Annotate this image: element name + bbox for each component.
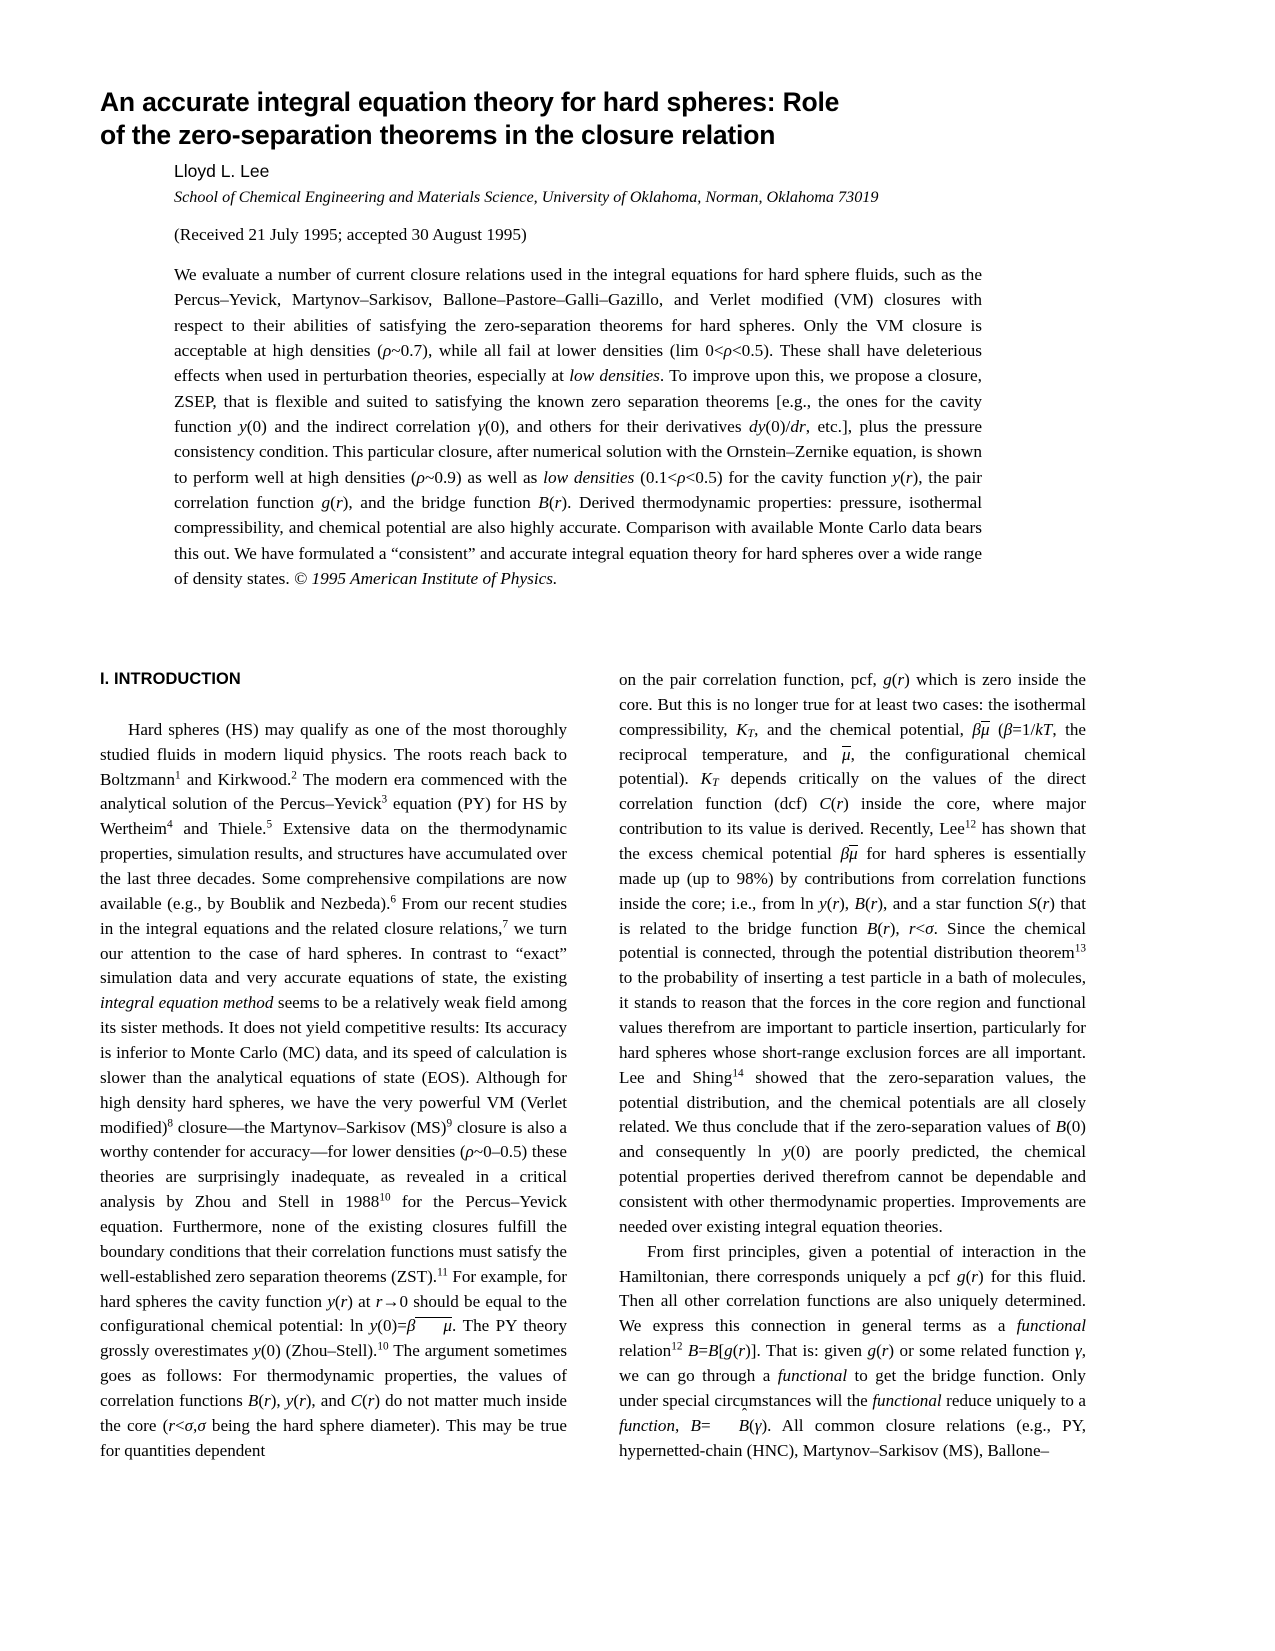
received-accepted-date: (Received 21 July 1995; accepted 30 August 1995) — [174, 225, 527, 244]
column-left — [100, 668, 567, 1464]
abstract-copyright: © 1995 American Institute of Physics. — [294, 568, 558, 588]
right-paragraph-1: on the pair correlation function, pcf, g(r) which is zero inside the core. But this is no longer true for at least two cases: the isothermal compressibility, $K_T$, and the chemical potential, βμ (β=1/kT, the reciprocal temperature, and μ, the configurational chemical potential). $K_T$ depends critically on the values of the direct correlation function (dcf) C(r) inside the core, where major contribution to its value is derived. Recently, Lee$^{12}$ has shown that the excess chemical potential βμ for hard spheres is essentially made up (up to 98%) by contributions from correlation functions inside the core; i.e., from ln y(r), B(r), and a star function S(r) that is related to the bridge function B(r), r<σ. Since the chemical potential is connected, through the potential distribution theorem$^{13}$ to the probability of inserting a test particle in a bath of molecules, it stands to reason that the forces in the core region and functional values therefrom are important to particle insertion, particularly for hard spheres whose short-range exclusion forces are all important. Lee and Shing$^{14}$ showed that the zero-separation values, the potential distribution, and the chemical potentials are all closely related. We thus conclude that if the zero-separation values of B(0) and consequently ln y(0) are poorly predicted, the chemical potential properties derived therefrom cannot be dependable and consistent with other thermodynamic properties. Improvements are needed over existing integral equation theories. — [619, 670, 1087, 1236]
right-paragraph-2: From first principles, given a potential of interaction in the Hamiltonian, there corresponds uniquely a pcf g(r) for this fluid. Then all other correlation functions are also uniquely determined. We express this connection in general terms as a functional relation$^{12}$ B=B[g(r)]. That is: given g(r) or some related function γ, we can go through a functional to get the bridge function. Only under special circumstances will the functional reduce uniquely to a function, B= B ˆ(γ). All common closure relations (e.g., PY, hypernetted-chain (HNC), Martynov–Sarkisov (MS), Ballone– — [619, 1240, 1086, 1464]
title-line-1: An accurate integral equation theory for hard spheres: Role — [100, 87, 840, 117]
title-block — [100, 86, 1085, 153]
page-title — [100, 86, 1085, 153]
left-paragraph-1: Hard spheres (HS) may qualify as one of the most thoroughly studied fluids in modern liquid physics. The roots reach back to Boltzmann$^1$ and Kirkwood.$^2$ The modern era commenced with the analytical solution of the Percus–Yevick$^3$ equation (PY) for HS by Wertheim$^4$ and Thiele.$^5$ Extensive data on the thermodynamic properties, simulation results, and structures have accumulated over the last three decades. Some comprehensive compilations are now available (e.g., by Boublik and Nezbeda).$^6$ From our recent studies in the integral equations and the related closure relations,$^7$ we turn our attention to the case of hard spheres. In contrast to “exact” simulation data and very accurate equations of state, the existing integral equation method seems to be a relatively weak field among its sister methods. It does not yield competitive results: Its accuracy is inferior to Monte Carlo (MC) data, and its speed of calculation is slower than the analytical equations of state (EOS). Although for high density hard spheres, we have the very powerful VM (Verlet modified)$^8$ closure—the Martynov–Sarkisov (MS)$^9$ closure is also a worthy contender for accuracy—for lower densities (ρ~0–0.5) these theories are surprisingly inadequate, as revealed in a critical analysis by Zhou and Stell in 1988$^{10}$ for the Percus–Yevick equation. Furthermore, none of the existing closures fulfill the boundary conditions that their correlation functions must satisfy the well-established zero separation theorems (ZST).$^{11}$ For example, for hard spheres the cavity function y(r) at r→0 should be equal to the configurational chemical potential: ln y(0)=β μ. The PY theory grossly overestimates y(0) (Zhou–Stell).$^{10}$ The argument sometimes goes as follows: For thermodynamic properties, the values of correlation functions B(r), y(r), and C(r) do not matter much inside the core (r<σ,σ being the hard sphere diameter). This may be true for quantities dependent — [100, 719, 568, 1460]
abstract-paragraph: We evaluate a number of current closure relations used in the integral equations for hard sphere fluids, such as the Percus–Yevick, Martynov–Sarkisov, Ballone–Pastore–Galli–Gazillo, and Verlet modified (VM) closures with respect to their abilities of satisfying the zero-separation theorems for hard spheres. Only the VM closure is acceptable at high densities (ρ~0.7), while all fail at lower densities (lim 0<ρ<0.5). These shall have deleterious effects when used in perturbation theories, especially at low densities. To improve upon this, we propose a closure, ZSEP, that is flexible and suited to satisfying the known zero separation theorems [e.g., the ones for the cavity function y(0) and the indirect correlation γ(0), and others for their derivatives dy(0)/dr, etc.], plus the pressure consistency condition. This particular closure, after numerical solution with the Ornstein–Zernike equation, is shown to perform well at high densities (ρ~0.9) as well as low densities (0.1<ρ<0.5) for the cavity function y(r), the pair correlation function g(r), and the bridge function B(r). Derived thermodynamic properties: pressure, isothermal compressibility, and chemical potential are also highly accurate. Comparison with available Monte Carlo data bears this out. We have formulated a “consistent” and accurate integral equation theory for hard spheres over a wide range of density states. © 1995 American Institute of Physics. — [174, 265, 983, 588]
title-line-2: of the zero-separation theorems in the closure relation — [100, 120, 776, 151]
section-heading-introduction: I. INTRODUCTION — [100, 670, 241, 688]
byline-block — [174, 160, 1084, 208]
author-name: Lloyd L. Lee — [174, 161, 270, 181]
column-right — [619, 668, 1086, 1464]
author-affiliation: School of Chemical Engineering and Materials Science, University of Oklahoma, Norman, Oklahoma 73019 — [174, 187, 879, 206]
abstract — [174, 262, 982, 591]
body-columns — [100, 668, 1086, 1568]
